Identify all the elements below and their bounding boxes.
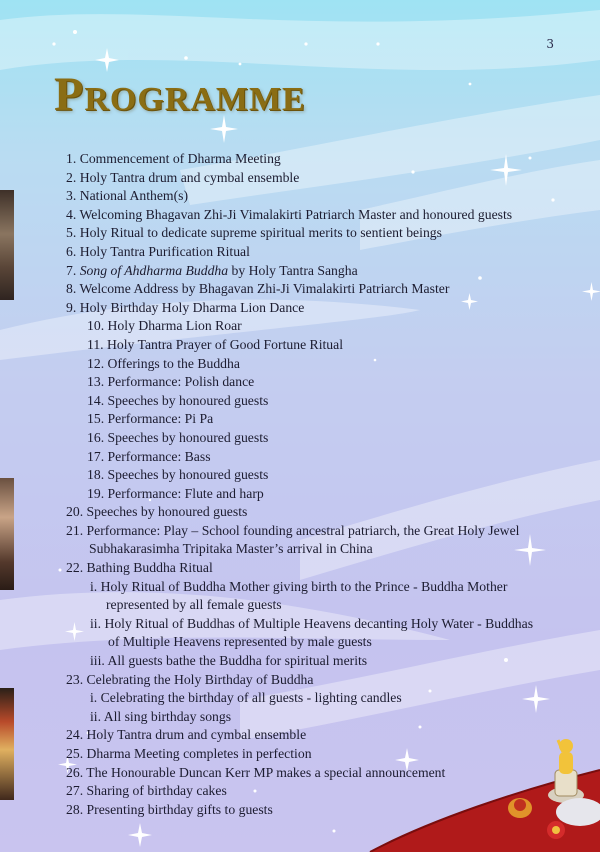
list-item: 2. Holy Tantra drum and cymbal ensemble — [66, 169, 300, 185]
list-item: 28. Presenting birthday gifts to guests — [66, 801, 273, 817]
list-item: 1. Commencement of Dharma Meeting — [66, 151, 281, 166]
list-item: 26. The Honourable Duncan Kerr MP makes a special announcement — [66, 764, 446, 780]
photo-edge — [0, 478, 14, 590]
list-item: 15. Performance: Pi Pa — [87, 411, 214, 427]
song-title: Song of Ahdharma Buddha — [79, 262, 229, 278]
list-item: 4. Welcoming Bhagavan Zhi-Ji Vimalakirti Patriarch Master and honoured guests — [66, 206, 513, 222]
page-number: 3 — [546, 37, 554, 51]
list-item: 25. Dharma Meeting completes in perfection — [66, 746, 312, 761]
sub-item: iii. All guests bathe the Buddha for spiritual merits — [90, 653, 368, 669]
list-item: 8. Welcome Address by Bhagavan Zhi-Ji Vimalakirti Patriarch Master — [66, 281, 450, 297]
sub-item: ii. Holy Ritual of Buddhas of Multiple Heavens decanting Holy Water - Buddhas — [90, 615, 534, 631]
list-item: 14. Speeches by honoured guests — [87, 392, 269, 408]
item-number: 7. — [66, 262, 80, 278]
list-item: 21. Performance: Play – School founding ancestral patriarch, the Great Holy Jewel — [66, 522, 520, 538]
list-item: 3. National Anthem(s) — [66, 188, 189, 204]
list-item: 20. Speeches by honoured guests — [66, 504, 248, 520]
list-item: 13. Performance: Polish dance — [87, 374, 255, 390]
photo-edge — [0, 688, 14, 800]
list-item: 22. Bathing Buddha Ritual — [66, 560, 213, 576]
item-text: by Holy Tantra Sangha — [228, 262, 358, 278]
photo-edge — [0, 190, 14, 300]
list-item: 27. Sharing of birthday cakes — [66, 783, 227, 799]
list-item: 23. Celebrating the Holy Birthday of Buddha — [66, 671, 314, 687]
sub-item-continuation: represented by all female guests — [106, 597, 282, 613]
sub-item: i. Holy Ritual of Buddha Mother giving birth to the Prince - Buddha Mother — [90, 578, 508, 594]
list-item: 9. Holy Birthday Holy Dharma Lion Dance — [66, 299, 305, 315]
page-title: Programme — [54, 68, 306, 121]
list-item: 10. Holy Dharma Lion Roar — [87, 318, 242, 334]
list-item: 17. Performance: Bass — [87, 448, 211, 464]
list-item: 6. Holy Tantra Purification Ritual — [66, 243, 250, 259]
sub-item-continuation: of Multiple Heavens represented by male guests — [108, 634, 372, 650]
list-item-continuation: Subhakarasimha Tripitaka Master’s arrival in China — [89, 541, 373, 557]
list-item: 24. Holy Tantra drum and cymbal ensemble — [66, 727, 307, 743]
list-item: 16. Speeches by honoured guests — [87, 429, 269, 445]
programme-list — [66, 150, 576, 819]
list-item: 18. Speeches by honoured guests — [87, 467, 269, 483]
sub-item: i. Celebrating the birthday of all guests - lighting candles — [90, 690, 402, 706]
list-item: 11. Holy Tantra Prayer of Good Fortune Ritual — [87, 336, 344, 352]
list-item: 5. Holy Ritual to dedicate supreme spiritual merits to sentient beings — [66, 225, 442, 241]
list-item — [66, 262, 576, 281]
list-item: 12. Offerings to the Buddha — [87, 355, 240, 371]
sub-item: ii. All sing birthday songs — [90, 708, 232, 724]
list-item: 19. Performance: Flute and harp — [87, 485, 264, 501]
